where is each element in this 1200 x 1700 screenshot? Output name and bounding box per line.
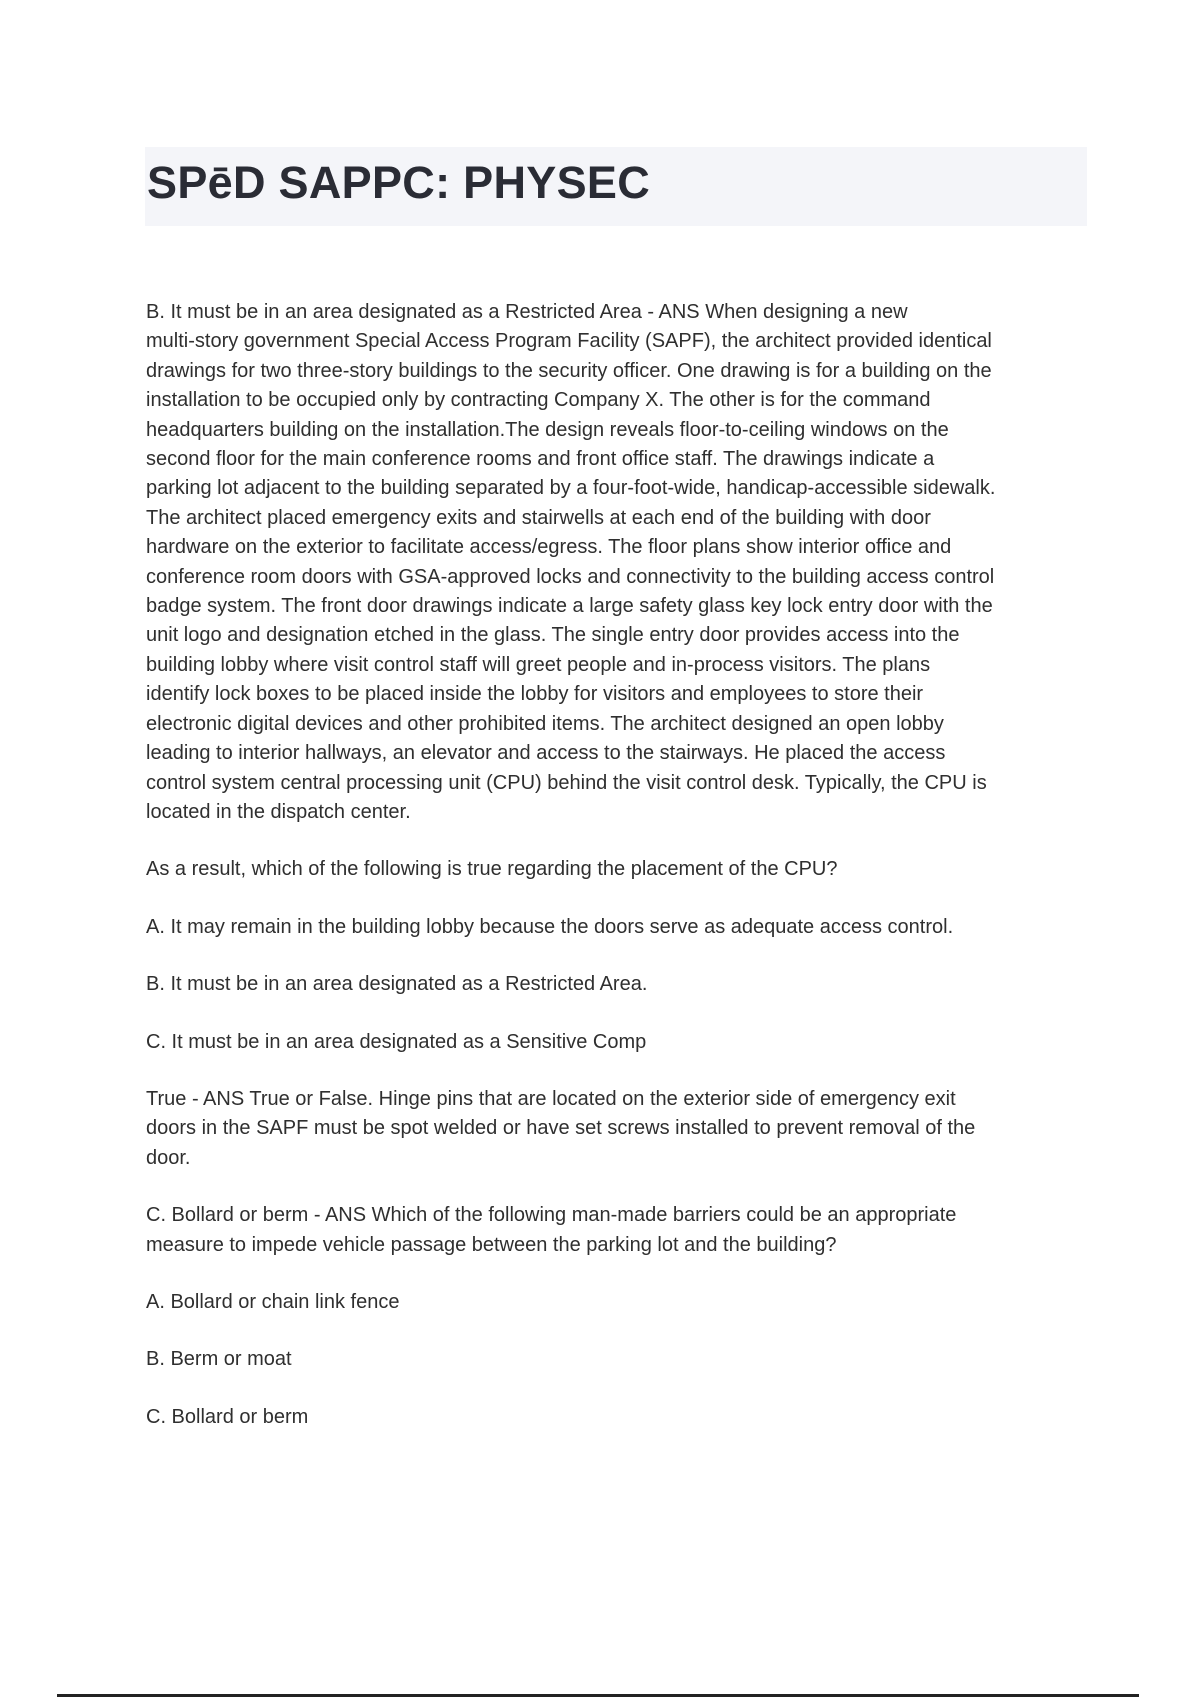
- paragraph: [146, 1345, 1106, 1374]
- title-banner: [145, 147, 1087, 226]
- text-line: installation to be occupied only by contracting Company X. The other is for the command: [146, 389, 931, 412]
- paragraph: [146, 1085, 1106, 1173]
- text-line: located in the dispatch center.: [146, 800, 411, 823]
- paragraph: [146, 913, 1106, 942]
- text-line: electronic digital devices and other prohibited items. The architect designed an open lobby: [146, 712, 944, 735]
- paragraph: [146, 1201, 1106, 1260]
- text-line: B. It must be in an area designated as a Restricted Area - ANS When designing a new: [146, 301, 908, 323]
- text-line: headquarters building on the installation.The design reveals floor-to-ceiling windows on the: [146, 418, 949, 441]
- text-line: C. Bollard or berm: [146, 1405, 309, 1428]
- paragraph: [146, 1028, 1106, 1057]
- text-line: doors in the SAPF must be spot welded or have set screws installed to prevent removal of the: [146, 1117, 976, 1140]
- text-line: The architect placed emergency exits and stairwells at each end of the building with door: [146, 506, 931, 529]
- document-body: [146, 298, 1106, 1460]
- text-line: C. Bollard or berm - ANS Which of the following man-made barriers could be an appropriate: [146, 1204, 957, 1227]
- text-line: hardware on the exterior to facilitate access/egress. The floor plans show interior office and: [146, 536, 952, 559]
- text-line: A. Bollard or chain link fence: [146, 1290, 400, 1313]
- text-line: parking lot adjacent to the building separated by a four-foot-wide, handicap-accessible sidewalk.: [146, 477, 996, 500]
- text-line: B. It must be in an area designated as a Restricted Area.: [146, 973, 648, 996]
- text-line: True - ANS True or False. Hinge pins that are located on the exterior side of emergency exit: [146, 1087, 956, 1110]
- text-line: multi-story government Special Access Program Facility (SAPF), the architect provided identical: [146, 330, 992, 353]
- text-line: A. It may remain in the building lobby because the doors serve as adequate access control.: [146, 915, 954, 938]
- text-line: B. Berm or moat: [146, 1348, 292, 1371]
- page-title: SPēD SAPPC: PHYSEC: [147, 157, 651, 208]
- text-line: C. It must be in an area designated as a Sensitive Comp: [146, 1030, 647, 1053]
- text-line: control system central processing unit (CPU) behind the visit control desk. Typically, the CPU is: [146, 771, 987, 794]
- text-line: unit logo and designation etched in the glass. The single entry door provides access into the: [146, 624, 960, 647]
- paragraph: [146, 970, 1106, 999]
- text-line: identify lock boxes to be placed inside the lobby for visitors and employees to store their: [146, 683, 924, 706]
- text-line: door.: [146, 1146, 191, 1169]
- paragraph: [146, 855, 1106, 884]
- text-line: measure to impede vehicle passage between the parking lot and the building?: [146, 1233, 837, 1256]
- text-line: drawings for two three-story buildings to the security officer. One drawing is for a building on the: [146, 359, 992, 382]
- paragraph: [146, 1288, 1106, 1317]
- text-line: conference room doors with GSA-approved locks and connectivity to the building access control: [146, 565, 995, 588]
- paragraph: [146, 1403, 1106, 1432]
- text-line: leading to interior hallways, an elevator and access to the stairways. He placed the access: [146, 742, 946, 765]
- footer-divider: [57, 1694, 1139, 1697]
- text-line: second floor for the main conference rooms and front office staff. The drawings indicate a: [146, 448, 935, 471]
- text-line: building lobby where visit control staff will greet people and in-process visitors. The plans: [146, 653, 931, 676]
- paragraph: [146, 298, 1106, 827]
- text-line: As a result, which of the following is true regarding the placement of the CPU?: [146, 858, 838, 881]
- text-line: badge system. The front door drawings indicate a large safety glass key lock entry door with the: [146, 595, 993, 618]
